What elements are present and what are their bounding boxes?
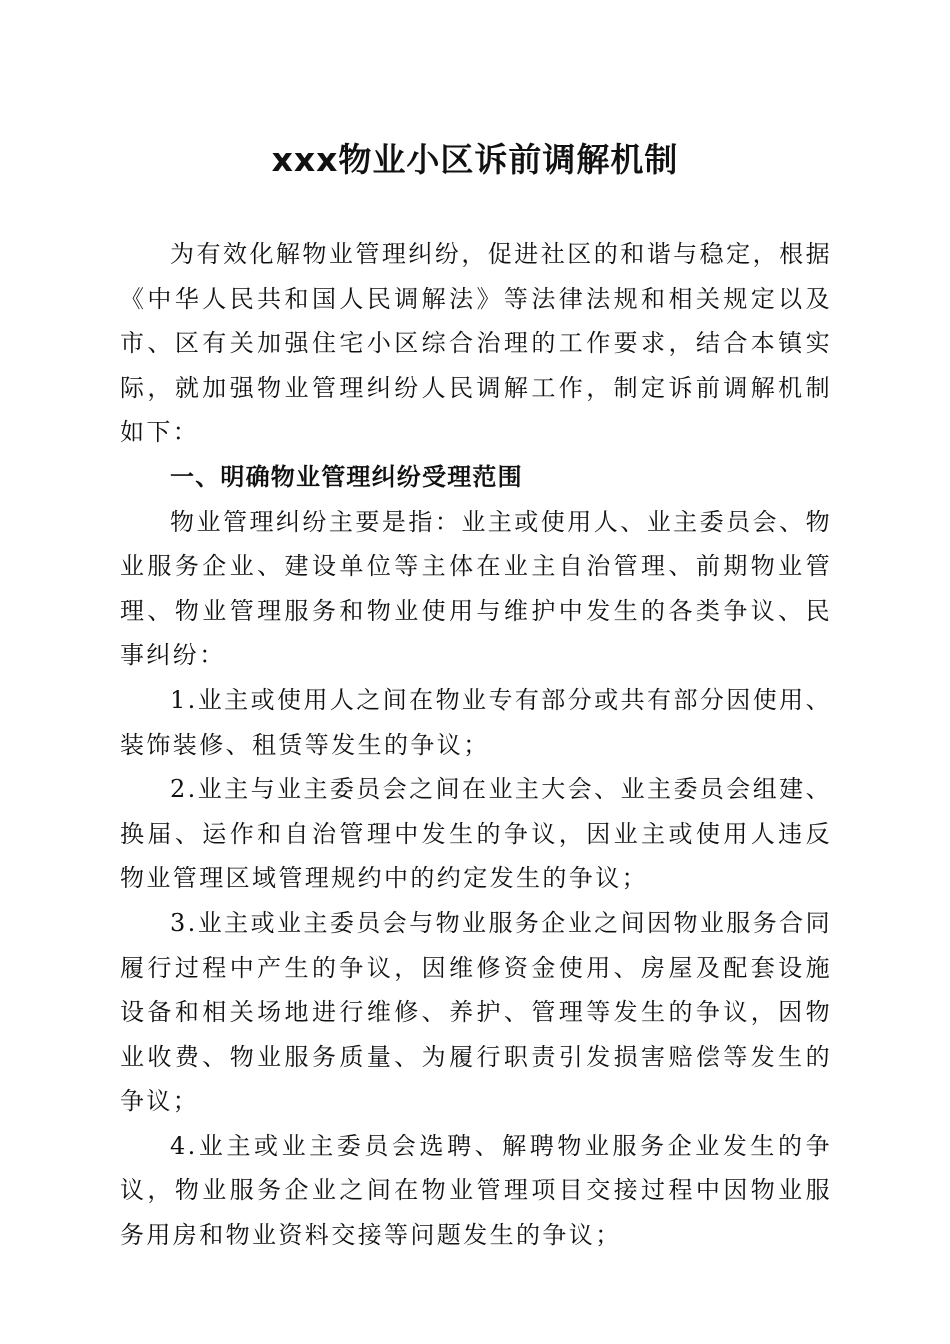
intro-paragraph: 为有效化解物业管理纠纷，促进社区的和谐与稳定，根据《中华人民共和国人民调解法》等法律法规和相关规定以及市、区有关加强住宅小区综合治理的工作要求，结合本镇实际，就加强物业管理纠纷人民调解工作，制定诉前调解机制如下： [120,240,832,447]
list-item-3: 3.业主或业主委员会与物业服务企业之间因物业服务合同履行过程中产生的争议，因维修资金使用、房屋及配套设施设备和相关场地进行维修、养护、管理等发生的争议，因物业收费、物业服务质量、为履行职责引发损害赔偿等发生的争议； [120,908,832,1116]
list-item-2: 2.业主与业主委员会之间在业主大会、业主委员会组建、换届、运作和自治管理中发生的争议，因业主或使用人违反物业管理区域管理规约中的约定发生的争议； [120,775,832,893]
section-heading: 一、明确物业管理纠纷受理范围 [170,462,523,491]
list-item-4: 4.业主或业主委员会选聘、解聘物业服务企业发生的争议，物业服务企业之间在物业管理项目交接过程中因物业服务用房和物业资料交接等问题发生的争议； [120,1131,832,1250]
list-item-1: 1.业主或使用人之间在物业专有部分或共有部分因使用、装饰装修、租赁等发生的争议； [120,685,832,759]
definition-paragraph: 物业管理纠纷主要是指：业主或使用人、业主委员会、物业服务企业、建设单位等主体在业主自治管理、前期物业管理、物业管理服务和物业使用与维护中发生的各类争议、民事纠纷： [120,507,832,670]
document-title: xxx物业小区诉前调解机制 [271,140,679,179]
document-body [120,232,832,1258]
